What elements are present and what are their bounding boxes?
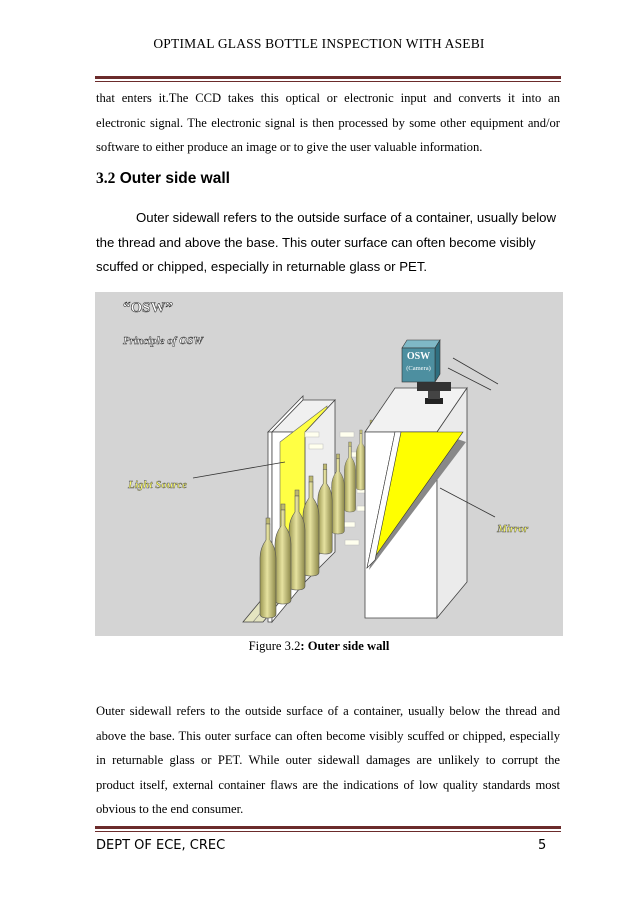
header-rule-thin	[95, 81, 561, 82]
header-rule	[95, 76, 561, 79]
paragraph-text: Outer sidewall refers to the outside surface of a container, usually below the thread and above the base. This outer surface can often become visibly scuffed or chipped, especially in returnable glass or PET.	[96, 210, 557, 274]
footer-rule-thin	[95, 831, 561, 832]
mirror-label: Mirror	[497, 523, 529, 535]
figure-caption-number: Figure 3.2	[248, 639, 301, 653]
osw-figure	[95, 292, 563, 636]
camera-sublabel: (Camera)	[406, 365, 431, 372]
figure-title: “OSW”	[123, 300, 174, 316]
footer-department: DEPT OF ECE, CREC	[96, 838, 226, 853]
paragraph-outer-sidewall-detail: Outer sidewall refers to the outside surface of a container, usually below the thread and above the base. This outer surface can often become visibly scuffed or chipped, especially in returnable glass or PET. While outer sidewall damages are unlikely to corrupt the product itself, external container flaws are the indications of low quality standards most obvious to the end consumer.	[96, 704, 560, 816]
footer-rule	[95, 826, 561, 829]
section-title: Outer side wall	[119, 170, 230, 187]
page-header-title: OPTIMAL GLASS BOTTLE INSPECTION WITH ASEBI	[153, 36, 485, 51]
figure-subtitle: Principle of OSW	[123, 335, 204, 347]
osw-diagram	[95, 292, 563, 636]
figure-caption	[0, 639, 638, 654]
page-number: 5	[538, 838, 547, 853]
light-source-label: Light Source	[128, 479, 187, 491]
section-number: 3.2	[96, 170, 116, 187]
paragraph-outer-sidewall-intro	[96, 206, 566, 280]
section-heading	[96, 170, 230, 188]
mirror-box	[365, 388, 467, 618]
figure-caption-title: : Outer side wall	[300, 639, 390, 653]
camera-label: OSW	[406, 351, 431, 362]
paragraph-ccd: that enters it.The CCD takes this optical or electronic input and converts it into an electronic signal. The electronic signal is then processed by some other equipment and/or software to either produce an image or to give the user valuable information.	[96, 91, 560, 154]
